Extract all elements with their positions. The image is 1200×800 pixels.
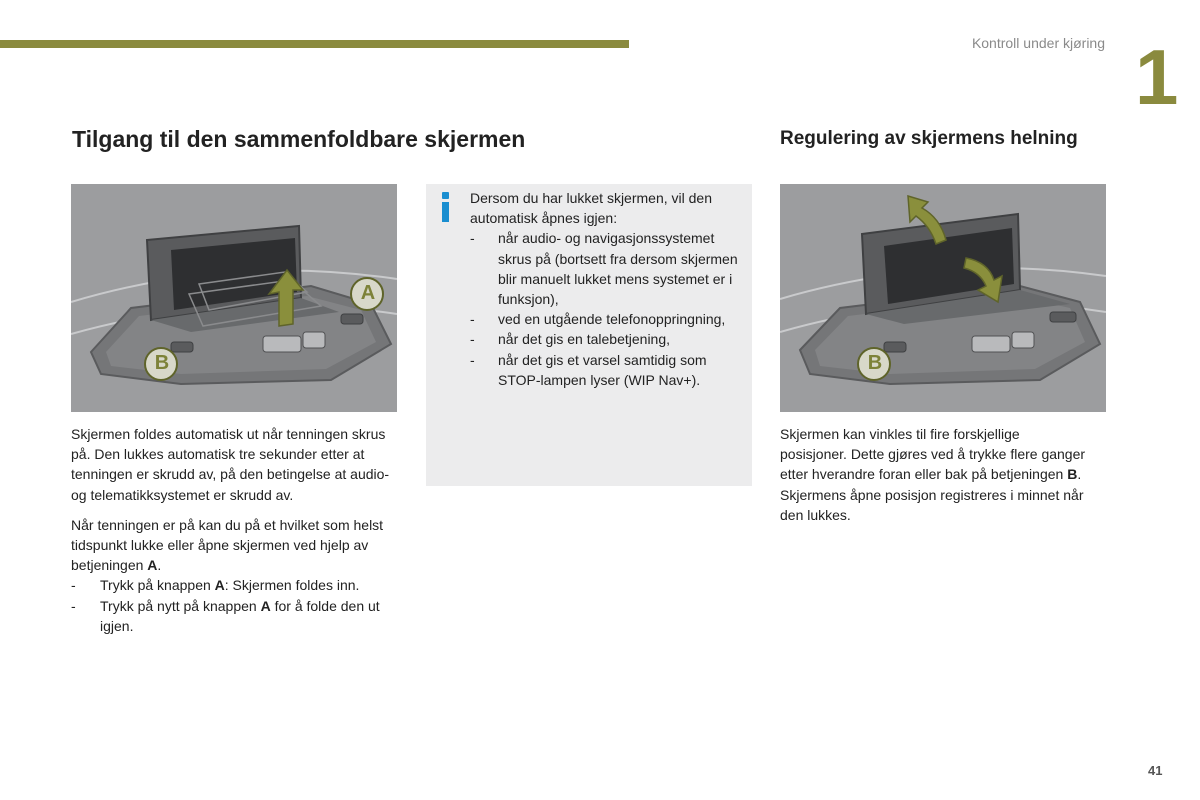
paragraph-tilt: Skjermen kan vinkles til fire forskjellige posisjoner. Dette gjøres ved å trykke flere ganger etter hverandre foran eller bak på betjeningen B. Skjermens åpne posisjon registreres i minnet når den lukkes. xyxy=(780,426,1086,523)
section-title: Tilgang til den sammenfoldbare skjermen xyxy=(72,126,526,152)
page-number: 41 xyxy=(1148,763,1163,778)
info-intro: Dersom du har lukket skjermen, vil den automatisk åpnes igjen: xyxy=(470,190,712,227)
list-item: - ved en utgående telefonoppringning, xyxy=(470,309,745,329)
paragraph-auto-fold: Skjermen foldes automatisk ut når tenningen skrus på. Den lukkes automatisk tre sekunder etter at tenningen er skrudd av, på den betingelse at audio- og telematikksystemet er skrudd av. xyxy=(71,426,390,503)
info-icon xyxy=(440,192,452,222)
chapter-name: Kontroll under kjøring xyxy=(971,35,1105,51)
list-item: - når det gis en talebetjening, xyxy=(470,329,745,349)
side-section-title: Regulering av skjermens helning xyxy=(780,128,1078,149)
paragraph-manual-control: Når tenningen er på kan du på et hvilket som helst tidspunkt lukke eller åpne skjermen ved hjelp av betjeningen A. xyxy=(71,516,384,574)
info-box xyxy=(426,184,752,486)
list-item: - når audio- og navigasjonssystemet skrus på (bortsett fra dersom skjermen blir manuelt lukket mens systemet er i funksjon), xyxy=(470,228,745,309)
chapter-number: 1 xyxy=(1135,33,1179,121)
header-accent-bar xyxy=(0,40,629,48)
label-b: B xyxy=(867,352,883,374)
list-item: - Trykk på nytt på knappen A for å folde den ut igjen. xyxy=(71,596,399,636)
instruction-list xyxy=(71,575,399,636)
right-text-column xyxy=(780,424,1090,535)
tilt-screen-illustration xyxy=(780,184,1106,412)
label-a: A xyxy=(360,282,376,304)
label-b: B xyxy=(154,352,170,374)
info-list xyxy=(470,228,745,390)
list-item: - Trykk på knappen A: Skjermen foldes inn. xyxy=(71,575,399,595)
list-item: - når det gis et varsel samtidig som STOP-lampen lyser (WIP Nav+). xyxy=(470,350,745,390)
left-text-column xyxy=(71,424,399,636)
fold-screen-illustration xyxy=(71,184,397,412)
